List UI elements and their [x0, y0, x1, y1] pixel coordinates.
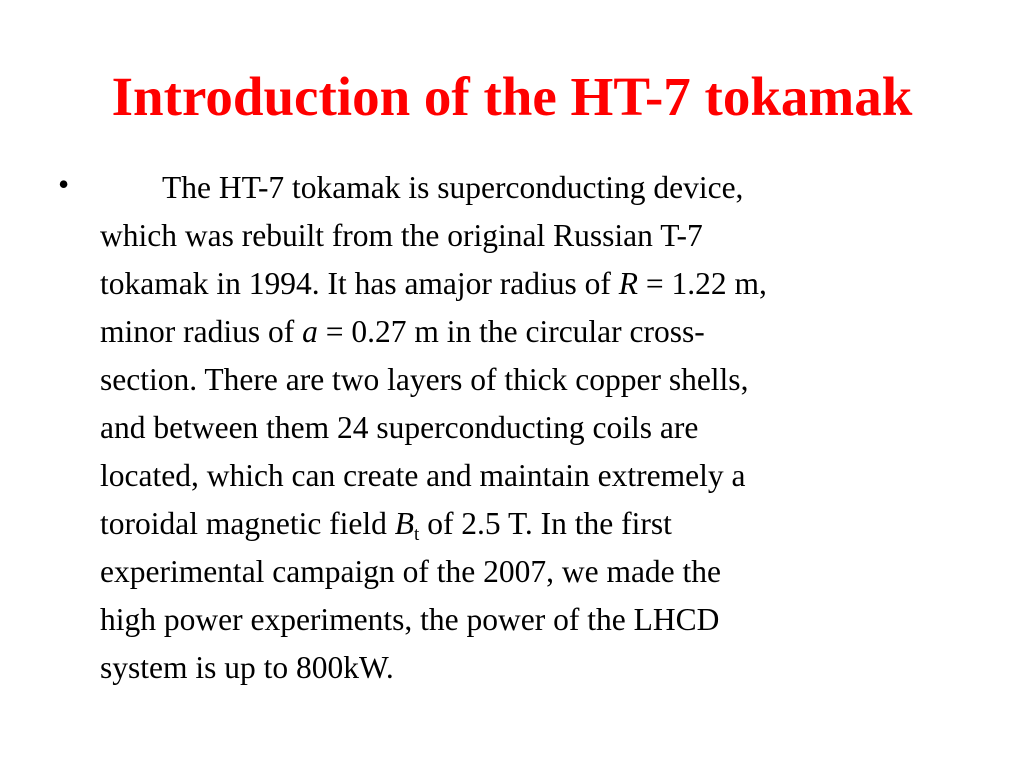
paragraph-line-10: high power experiments, the power of the LHCD: [100, 602, 720, 637]
paragraph-line-4: [100, 308, 960, 356]
paragraph-line-3: [100, 260, 960, 308]
paragraph-line-11: system is up to 800kW.: [100, 650, 394, 685]
paragraph-line-2: which was rebuilt from the original Russian T-7: [100, 218, 703, 253]
slide-title: Introduction of the HT-7 tokamak: [111, 66, 913, 127]
line-4-text-a: minor radius of: [100, 314, 303, 349]
paragraph-line-7: located, which can create and maintain extremely a: [100, 458, 746, 493]
paragraph-line-6: and between them 24 superconducting coils are: [100, 410, 699, 445]
major-radius-symbol: R: [618, 266, 639, 301]
field-subscript: t: [414, 524, 420, 545]
line-3-text-b: = 1.22 m,: [638, 266, 767, 301]
minor-radius-symbol: a: [302, 314, 318, 349]
paragraph-line-9: experimental campaign of the 2007, we made the: [100, 554, 722, 589]
field-symbol: B: [394, 506, 415, 541]
line-3-text-a: tokamak in 1994. It has amajor radius of: [100, 266, 619, 301]
paragraph-line-8: [100, 500, 960, 548]
bullet-marker: •: [58, 166, 70, 202]
line-4-text-b: = 0.27 m in the circular cross-: [317, 314, 705, 349]
line-8-text-b: of 2.5 T. In the first: [419, 506, 672, 541]
paragraph-line-1: [100, 164, 960, 212]
bullet-paragraph: [100, 164, 960, 692]
line-8-text-a: toroidal magnetic field: [100, 506, 395, 541]
paragraph-line-5: section. There are two layers of thick copper shells,: [100, 362, 749, 397]
line-1-text: The HT-7 tokamak is superconducting device,: [162, 170, 744, 205]
